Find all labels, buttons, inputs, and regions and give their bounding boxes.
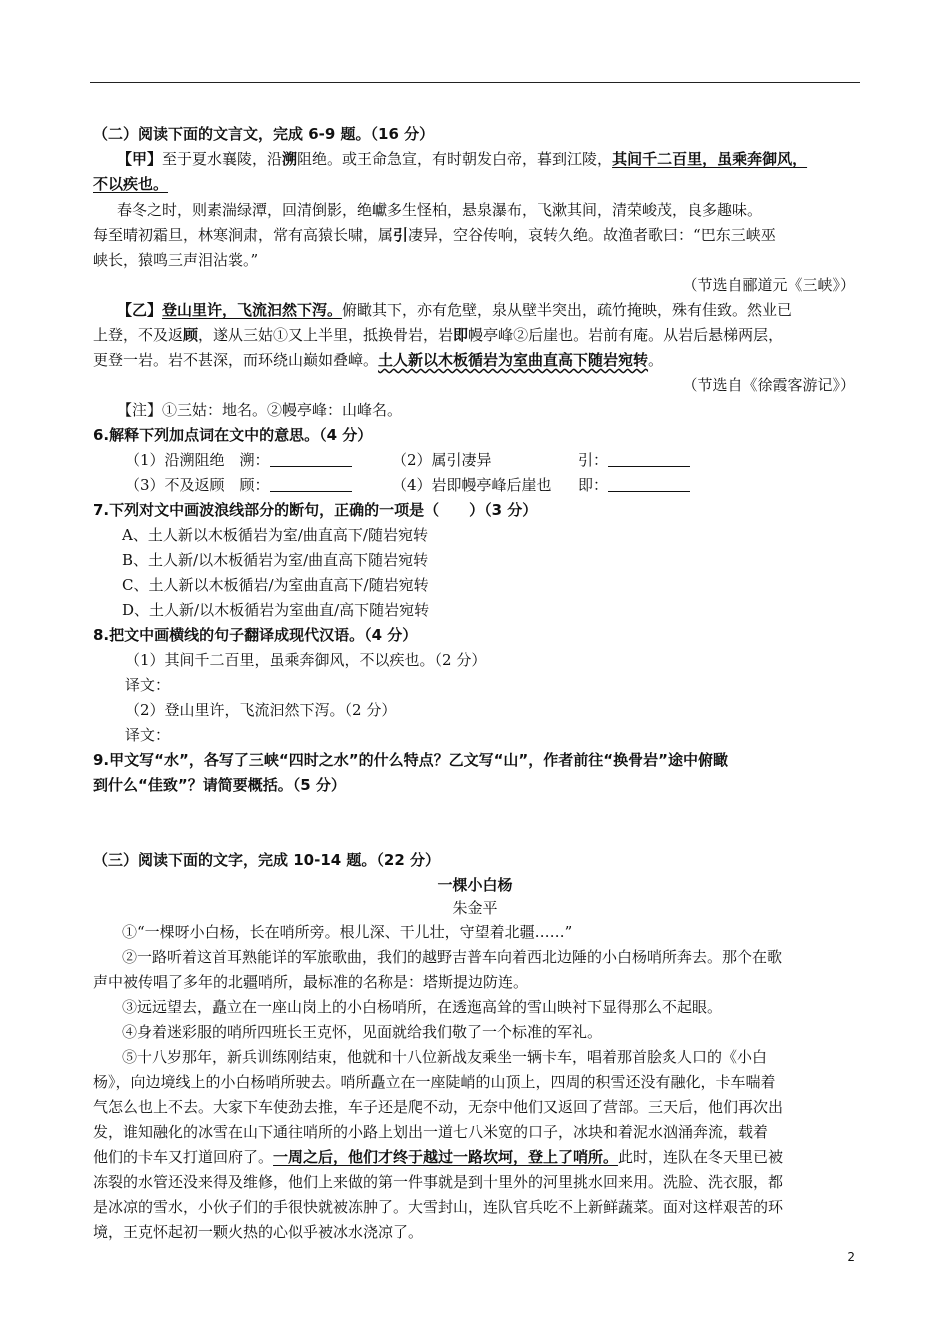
paragraph-5-line-5 [93, 1147, 783, 1167]
paragraph-4: ④身着迷彩服的哨所四班长王克怀，见面就给我们敬了一个标准的军礼。 [122, 1023, 603, 1041]
q6-b-label: 引： [578, 451, 609, 469]
q8-translation-2[interactable]: 译文： [125, 726, 171, 744]
text: 俯瞰其下，亦有危壁，泉从壁半突出，疏竹掩映，殊有佳致。然业已 [342, 301, 793, 319]
underlined-sentence: 其间千二百里，虽乘奔御风， [612, 150, 808, 168]
jia-line-2: 不以疾也。 [93, 175, 169, 193]
article-title: 一棵小白杨 [437, 876, 513, 894]
q9-line-2: 到什么“佳致”？请简要概括。（5 分） [93, 776, 346, 794]
paragraph-1: ①“一棵呀小白杨，长在哨所旁。根儿深、干儿壮，守望着北疆……” [122, 923, 573, 941]
q6-d-answer [578, 475, 690, 495]
paragraph-3: ③远远望去，矗立在一座山岗上的小白杨哨所，在透迤高耸的雪山映衬下显得那么不起眼。 [122, 998, 723, 1016]
text: 他们的卡车又打道回府了。 [93, 1148, 274, 1166]
dotted-word: 引 [393, 226, 409, 244]
paragraph-2-line-2: 声中被传唱了多年的北疆哨所，最标准的名称是：塔斯提边防连。 [93, 973, 529, 991]
text: 每至晴初霜旦，林寒涧肃，常有高猿长啸，属 [93, 226, 394, 244]
jia-line-3: 春冬之时，则素湍绿潭，回清倒影，绝巘多生怪柏，悬泉瀑布，飞漱其间，清荣峻茂，良多趣味。 [117, 201, 763, 219]
header-rule [90, 82, 860, 83]
text: 上登，不及返 [93, 326, 184, 344]
paragraph-5-line-7: 是冰凉的雪水，小伙子们的手很快就被冻肿了。大雪封山，连队官兵吃不上新鲜蔬菜。面对这样艰苦的环 [93, 1198, 784, 1216]
q9-line-1: 9.甲文写“水”，各写了三峡“四时之水”的什么特点？乙文写“山”，作者前往“换骨岩”途中俯瞰 [93, 751, 729, 769]
answer-blank[interactable] [608, 452, 690, 467]
section3-heading: （三）阅读下面的文字，完成 10-14 题。（22 分） [93, 851, 441, 869]
underlined-sentence: 登山里许，飞流汩然下泻。 [162, 301, 343, 319]
section2-heading: （二）阅读下面的文言文，完成 6-9 题。（16 分） [93, 125, 435, 143]
yi-line-3 [93, 350, 663, 370]
paragraph-5-line-3: 气怎么也上不去。大家下车使劲去推，车子还是爬不动，无奈中他们又返回了营部。三天后，他们再次出 [93, 1098, 784, 1116]
text: 阻绝。或王命急宣，有时朝发白帝，暮到江陵， [297, 150, 613, 168]
article-author: 朱金平 [452, 899, 498, 917]
answer-blank[interactable] [270, 452, 352, 467]
underlined-sentence: 一周之后，他们才终于越过一路坎坷，登上了哨所。 [273, 1148, 619, 1166]
paragraph-5-line-4: 发，谁知融化的冰雪在山下通往哨所的小路上划出一道七八米宽的口子，冰块和着泥水汹涌奔流，载着 [93, 1123, 769, 1141]
text: 凄异，空谷传响，哀转久绝。故渔者歌曰：“巴东三峡巫 [408, 226, 776, 244]
q6-b: （2）属引凄异 [392, 451, 492, 469]
q8-title: 8.把文中画横线的句子翻译成现代汉语。（4 分） [93, 626, 418, 644]
jia-source: （节选自郦道元《三峡》） [682, 276, 855, 294]
paragraph-5-line-6: 冻裂的水管还没来得及维修，他们上来做的第一件事就是到十里外的河里挑水回来用。洗脸、洗衣服，都 [93, 1173, 784, 1191]
answer-blank[interactable] [608, 477, 690, 492]
q8-sentence-1: （1）其间千二百里，虽乘奔御风，不以疾也。（2 分） [125, 651, 487, 669]
page-number: 2 [847, 1250, 855, 1264]
jia-tag: 【甲】 [117, 150, 163, 168]
q8-sentence-2: （2）登山里许，飞流汩然下泻。（2 分） [125, 701, 397, 719]
dotted-word: 溯 [282, 150, 298, 168]
note: 【注】①三姑：地名。②幔亭峰：山峰名。 [117, 401, 403, 419]
q6-a-label: （1）沿溯阻绝 溯： [125, 451, 270, 469]
q7-option-a[interactable]: A、土人新以木板循岩为室/曲直高下/随岩宛转 [122, 526, 428, 544]
q6-title: 6.解释下列加点词在文中的意思。（4 分） [93, 426, 373, 444]
text: ，遂从三姑①又上半里，抵换骨岩，岩 [198, 326, 454, 344]
text: 。 [648, 351, 664, 369]
text: 至于夏水襄陵，沿 [162, 150, 283, 168]
jia-line-4 [93, 225, 776, 245]
q7-option-d[interactable]: D、土人新/以木板循岩为室曲直/高下随岩宛转 [122, 601, 430, 619]
paragraph-5-line-2: 杨》，向边境线上的小白杨哨所驶去。哨所矗立在一座陡峭的山顶上，四周的积雪还没有融化，卡车喘着 [93, 1073, 776, 1091]
q6-b-answer [578, 450, 690, 470]
text: 此时，连队在冬天里已被 [618, 1148, 784, 1166]
q8-translation-1[interactable]: 译文： [125, 676, 171, 694]
q7-title: 7.下列对文中画波浪线部分的断句，正确的一项是（ ）（3 分） [93, 501, 538, 519]
jia-line-5: 峡长，猿鸣三声泪沾裳。” [93, 251, 259, 269]
q6-d-label: 即： [578, 476, 609, 494]
answer-blank[interactable] [270, 477, 352, 492]
yi-source: （节选自《徐霞客游记》） [682, 376, 855, 394]
q7-option-c[interactable]: C、土人新以木板循岩/为室曲直高下/随岩宛转 [122, 576, 429, 594]
q7-option-b[interactable]: B、土人新/以木板循岩为室/曲直高下随岩宛转 [122, 551, 429, 569]
paragraph-5-line-1: ⑤十八岁那年，新兵训练刚结束，他就和十八位新战友乘坐一辆卡车，唱着那首脍炙人口的《小白 [122, 1048, 768, 1066]
dotted-word: 即 [453, 326, 469, 344]
paragraph-5-line-8: 境，王克怀起初一颗火热的心似乎被冰水浇凉了。 [93, 1223, 424, 1241]
yi-line-2 [93, 325, 783, 345]
q6-d: （4）岩即幔亭峰后崖也 [392, 476, 552, 494]
dotted-word: 顾 [183, 326, 199, 344]
q6-c [125, 475, 352, 495]
q6-c-label: （3）不及返顾 顾： [125, 476, 270, 494]
wavy-underlined-sentence: 土人新以木板循岩为室曲直高下随岩宛转 [378, 351, 649, 369]
yi-line-1 [117, 300, 792, 320]
text: 幔亭峰②后崖也。岩前有庵。从岩后悬梯两层， [468, 326, 784, 344]
paragraph-2-line-1: ②一路听着这首耳熟能详的军旅歌曲，我们的越野吉普车向着西北边陲的小白杨哨所奔去。那个在歌 [122, 948, 783, 966]
yi-tag: 【乙】 [117, 301, 163, 319]
text: 更登一岩。岩不甚深，而环绕山巅如叠嶂。 [93, 351, 379, 369]
jia-line-1 [117, 149, 807, 169]
q6-a [125, 450, 352, 470]
